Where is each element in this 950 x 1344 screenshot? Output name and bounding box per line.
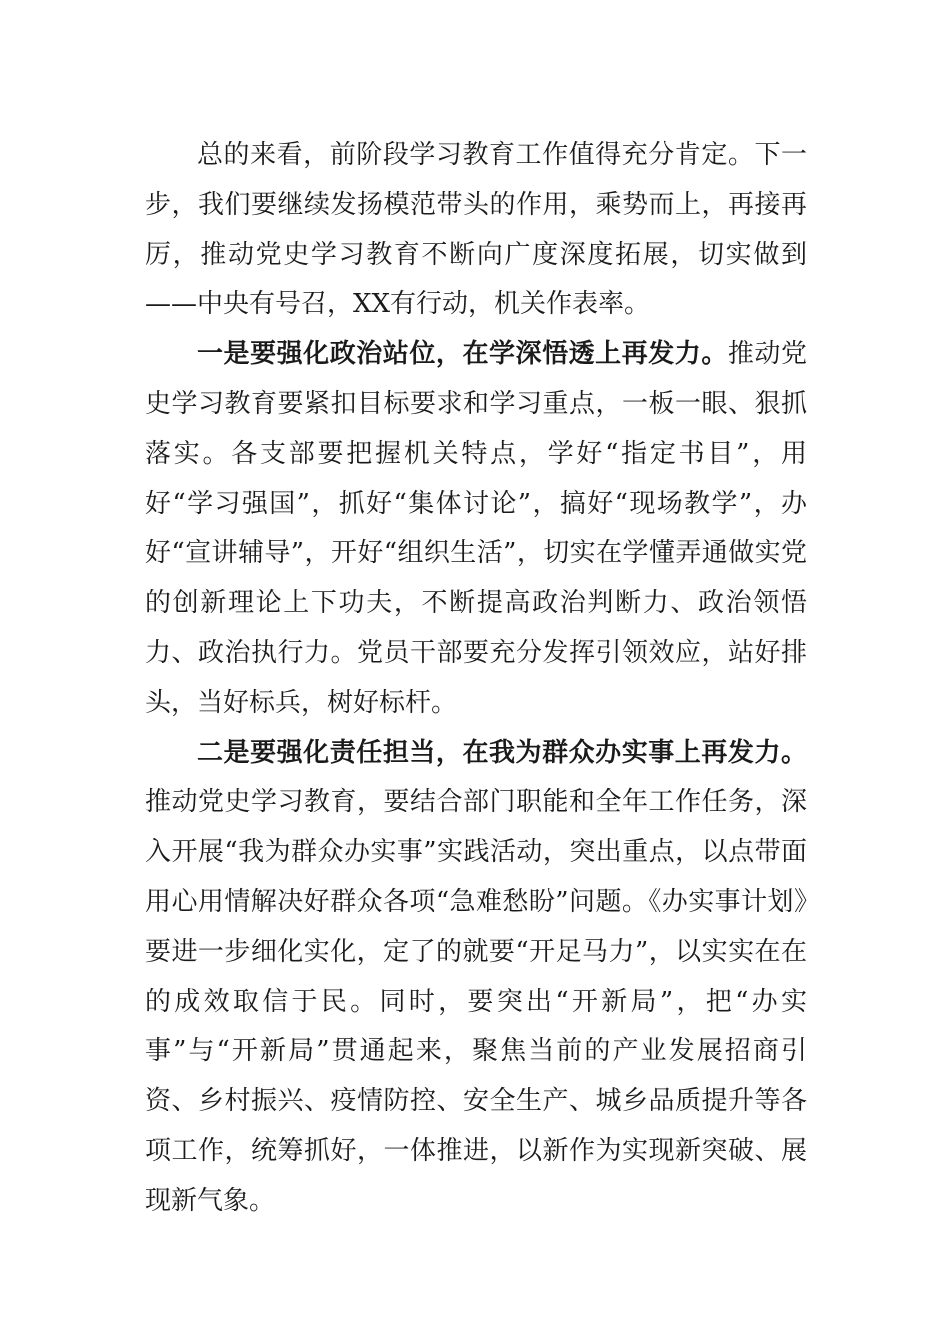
- paragraph-political-stance: [145, 330, 807, 728]
- paragraph-text: 推动党史学习教育要紧扣目标要求和学习重点，一板一眼、狠抓落实。各支部要把握机关特点，学好“指定书目”，用好“学习强国”，抓好“集体讨论”，搞好“现场教学”，办好“宣讲辅导”，开好“组织生活”，切实在学懂弄通做实党的创新理论上下功夫，不断提高政治判断力、政治领悟力、政治执行力。党员干部要充分发挥引领效应，站好排头，当好标兵，树好标杆。: [145, 339, 807, 718]
- paragraph-text: 总的来看，前阶段学习教育工作值得充分肯定。下一步，我们要继续发扬模范带头的作用，乘势而上，再接再厉，推动党史学习教育不断向广度深度拓展，切实做到——中央有号召，XX有行动，机关作表率。: [145, 140, 807, 320]
- document-body: [145, 131, 807, 1227]
- paragraph-summary: [145, 131, 807, 330]
- paragraph-text: 推动党史学习教育，要结合部门职能和全年工作任务，深入开展“我为群众办实事”实践活动，突出重点，以点带面用心用情解决好群众各项“急难愁盼”问题。《办实事计划》要进一步细化实化，定了的就要“开足马力”，以实实在在的成效取信于民。同时，要突出“开新局”，把“办实事”与“开新局”贯通起来，聚焦当前的产业发展招商引资、乡村振兴、疫情防控、安全生产、城乡品质提升等各项工作，统筹抓好，一体推进，以新作为实现新突破、展现新气象。: [145, 787, 807, 1216]
- paragraph-lead: 一是要强化政治站位，在学深悟透上再发力。: [197, 339, 728, 370]
- paragraph-lead: 二是要强化责任担当，在我为群众办实事上再发力。: [197, 737, 807, 768]
- paragraph-responsibility: [145, 729, 807, 1227]
